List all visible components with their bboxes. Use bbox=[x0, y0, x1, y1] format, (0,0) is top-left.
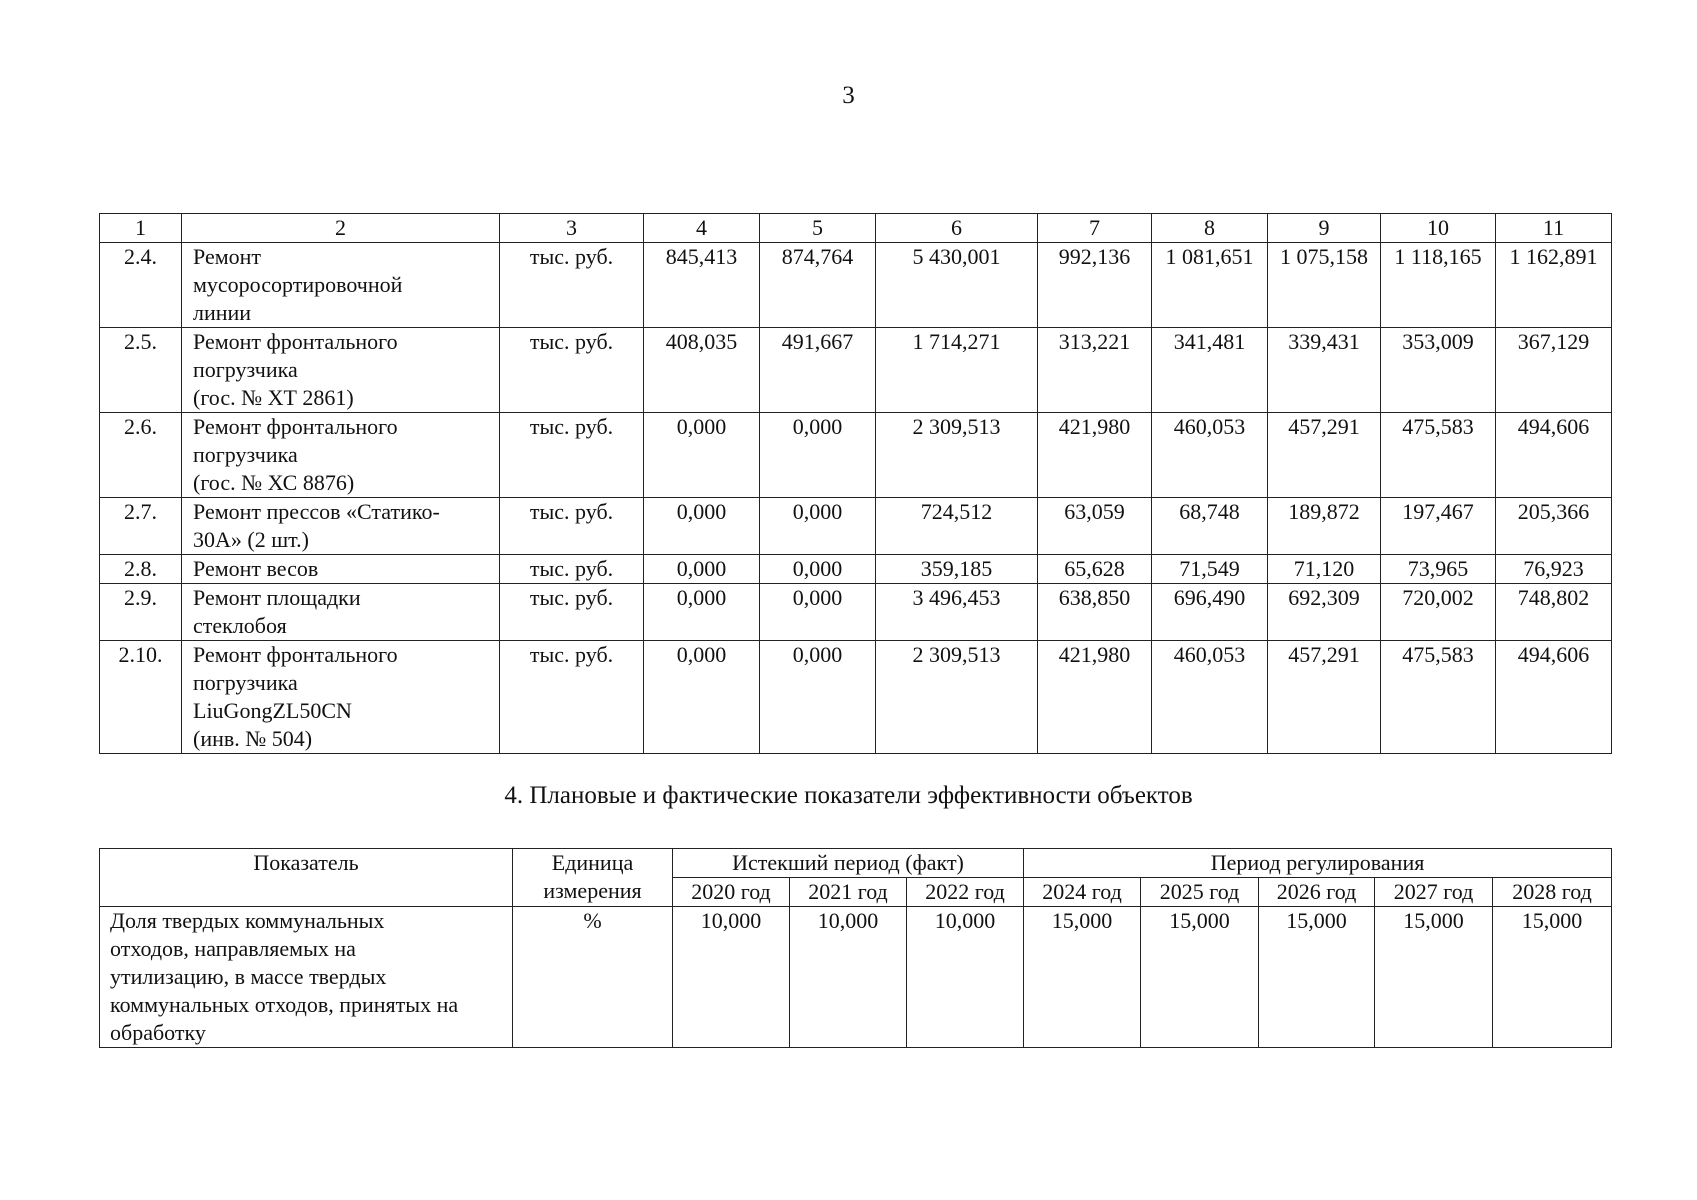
value-cell: 992,136 bbox=[1038, 243, 1152, 328]
value-cell: 460,053 bbox=[1152, 413, 1268, 498]
header-cell: 10 bbox=[1381, 214, 1496, 243]
value-cell: 339,431 bbox=[1268, 328, 1381, 413]
value-cell: 0,000 bbox=[760, 584, 876, 641]
row-unit: тыс. руб. bbox=[500, 641, 644, 754]
table-row bbox=[100, 555, 1612, 584]
header-year: 2026 год bbox=[1259, 878, 1375, 907]
value-cell: 0,000 bbox=[644, 555, 760, 584]
value-cell: 353,009 bbox=[1381, 328, 1496, 413]
value-cell: 724,512 bbox=[876, 498, 1038, 555]
value-cell: 197,467 bbox=[1381, 498, 1496, 555]
value-cell: 0,000 bbox=[760, 555, 876, 584]
value-cell: 189,872 bbox=[1268, 498, 1381, 555]
header-year: 2020 год bbox=[673, 878, 790, 907]
value-cell: 1 714,271 bbox=[876, 328, 1038, 413]
value-cell: 10,000 bbox=[790, 907, 907, 1048]
value-cell: 1 081,651 bbox=[1152, 243, 1268, 328]
value-cell: 15,000 bbox=[1141, 907, 1259, 1048]
value-cell: 205,366 bbox=[1496, 498, 1612, 555]
table-header-row bbox=[100, 214, 1612, 243]
header-cell: 8 bbox=[1152, 214, 1268, 243]
table-row bbox=[100, 584, 1612, 641]
table-row bbox=[100, 243, 1612, 328]
value-cell: 5 430,001 bbox=[876, 243, 1038, 328]
page-number: 3 bbox=[842, 82, 855, 109]
value-cell: 15,000 bbox=[1259, 907, 1375, 1048]
row-name: Ремонт весов bbox=[182, 555, 500, 584]
header-year: 2025 год bbox=[1141, 878, 1259, 907]
row-unit: тыс. руб. bbox=[500, 243, 644, 328]
value-cell: 2 309,513 bbox=[876, 413, 1038, 498]
value-cell: 359,185 bbox=[876, 555, 1038, 584]
value-cell: 0,000 bbox=[644, 584, 760, 641]
row-unit: тыс. руб. bbox=[500, 328, 644, 413]
value-cell: 696,490 bbox=[1152, 584, 1268, 641]
value-cell: 73,965 bbox=[1381, 555, 1496, 584]
header-year: 2022 год bbox=[907, 878, 1024, 907]
table-row bbox=[100, 328, 1612, 413]
row-name: Ремонт площадки стеклобоя bbox=[182, 584, 500, 641]
header-cell: 2 bbox=[182, 214, 500, 243]
value-cell: 638,850 bbox=[1038, 584, 1152, 641]
value-cell: 71,549 bbox=[1152, 555, 1268, 584]
header-cell: 1 bbox=[100, 214, 182, 243]
value-cell: 313,221 bbox=[1038, 328, 1152, 413]
header-cell: 6 bbox=[876, 214, 1038, 243]
value-cell: 845,413 bbox=[644, 243, 760, 328]
header-year: 2027 год bbox=[1375, 878, 1493, 907]
row-name: Ремонт прессов «Статико- 30А» (2 шт.) bbox=[182, 498, 500, 555]
value-cell: 15,000 bbox=[1493, 907, 1612, 1048]
table-row bbox=[100, 641, 1612, 754]
value-cell: 494,606 bbox=[1496, 641, 1612, 754]
value-cell: 367,129 bbox=[1496, 328, 1612, 413]
value-cell: 63,059 bbox=[1038, 498, 1152, 555]
value-cell: 3 496,453 bbox=[876, 584, 1038, 641]
value-cell: 1 162,891 bbox=[1496, 243, 1612, 328]
value-cell: 0,000 bbox=[644, 413, 760, 498]
indicator-unit: % bbox=[513, 907, 673, 1048]
header-unit: Единица измерения bbox=[513, 849, 673, 907]
efficiency-table bbox=[99, 848, 1612, 1048]
header-cell: 4 bbox=[644, 214, 760, 243]
value-cell: 421,980 bbox=[1038, 413, 1152, 498]
table-row bbox=[100, 413, 1612, 498]
header-cell: 3 bbox=[500, 214, 644, 243]
header-indicator: Показатель bbox=[100, 849, 513, 907]
header-year: 2021 год bbox=[790, 878, 907, 907]
value-cell: 71,120 bbox=[1268, 555, 1381, 584]
value-cell: 65,628 bbox=[1038, 555, 1152, 584]
row-unit: тыс. руб. bbox=[500, 584, 644, 641]
value-cell: 0,000 bbox=[644, 498, 760, 555]
row-number: 2.4. bbox=[100, 243, 182, 328]
value-cell: 408,035 bbox=[644, 328, 760, 413]
value-cell: 494,606 bbox=[1496, 413, 1612, 498]
value-cell: 457,291 bbox=[1268, 413, 1381, 498]
header-cell: 9 bbox=[1268, 214, 1381, 243]
row-unit: тыс. руб. bbox=[500, 413, 644, 498]
value-cell: 491,667 bbox=[760, 328, 876, 413]
value-cell: 460,053 bbox=[1152, 641, 1268, 754]
header-cell: 7 bbox=[1038, 214, 1152, 243]
row-name: Ремонт фронтального погрузчика (гос. № ХС 8876) bbox=[182, 413, 500, 498]
row-number: 2.8. bbox=[100, 555, 182, 584]
header-year: 2024 год bbox=[1024, 878, 1141, 907]
value-cell: 874,764 bbox=[760, 243, 876, 328]
value-cell: 2 309,513 bbox=[876, 641, 1038, 754]
value-cell: 0,000 bbox=[760, 413, 876, 498]
value-cell: 0,000 bbox=[760, 498, 876, 555]
header-cell: 5 bbox=[760, 214, 876, 243]
table-row bbox=[100, 498, 1612, 555]
value-cell: 10,000 bbox=[673, 907, 790, 1048]
row-unit: тыс. руб. bbox=[500, 498, 644, 555]
table-row bbox=[100, 907, 1612, 1048]
table-header-row bbox=[100, 849, 1612, 878]
value-cell: 1 075,158 bbox=[1268, 243, 1381, 328]
value-cell: 68,748 bbox=[1152, 498, 1268, 555]
value-cell: 692,309 bbox=[1268, 584, 1381, 641]
value-cell: 457,291 bbox=[1268, 641, 1381, 754]
value-cell: 15,000 bbox=[1375, 907, 1493, 1048]
value-cell: 0,000 bbox=[644, 641, 760, 754]
section-title: 4. Плановые и фактические показатели эффективности объектов bbox=[504, 782, 1193, 809]
row-name: Ремонт фронтального погрузчика (гос. № ХТ 2861) bbox=[182, 328, 500, 413]
value-cell: 341,481 bbox=[1152, 328, 1268, 413]
row-unit: тыс. руб. bbox=[500, 555, 644, 584]
row-number: 2.6. bbox=[100, 413, 182, 498]
value-cell: 10,000 bbox=[907, 907, 1024, 1048]
value-cell: 76,923 bbox=[1496, 555, 1612, 584]
row-number: 2.7. bbox=[100, 498, 182, 555]
value-cell: 421,980 bbox=[1038, 641, 1152, 754]
value-cell: 15,000 bbox=[1024, 907, 1141, 1048]
indicator-description: Доля твердых коммунальных отходов, направляемых на утилизацию, в массе твердых коммунальных отходов, принятых на обработку bbox=[100, 907, 513, 1048]
value-cell: 475,583 bbox=[1381, 641, 1496, 754]
header-fact-period: Истекший период (факт) bbox=[673, 849, 1024, 878]
value-cell: 720,002 bbox=[1381, 584, 1496, 641]
row-number: 2.5. bbox=[100, 328, 182, 413]
value-cell: 748,802 bbox=[1496, 584, 1612, 641]
header-regulation-period: Период регулирования bbox=[1024, 849, 1612, 878]
row-name: Ремонт мусоросортировочной линии bbox=[182, 243, 500, 328]
cost-table bbox=[99, 213, 1612, 754]
header-year: 2028 год bbox=[1493, 878, 1612, 907]
header-cell: 11 bbox=[1496, 214, 1612, 243]
row-name: Ремонт фронтального погрузчика LiuGongZL50CN (инв. № 504) bbox=[182, 641, 500, 754]
row-number: 2.10. bbox=[100, 641, 182, 754]
value-cell: 1 118,165 bbox=[1381, 243, 1496, 328]
value-cell: 0,000 bbox=[760, 641, 876, 754]
value-cell: 475,583 bbox=[1381, 413, 1496, 498]
row-number: 2.9. bbox=[100, 584, 182, 641]
